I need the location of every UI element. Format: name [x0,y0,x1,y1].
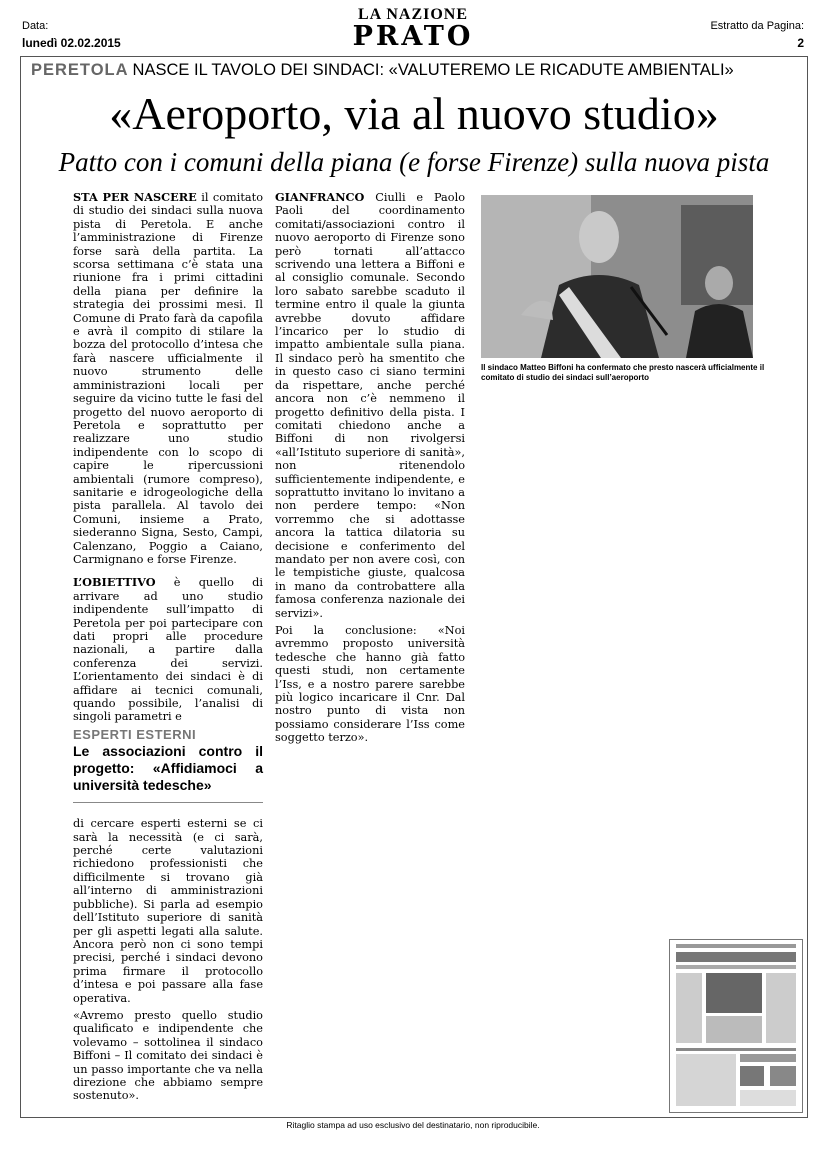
paragraph [73,576,263,723]
paragraph-text: di cercare esperti esterni se ci sarà la necessità (e ci sarà, perché certe valutazioni richiedono professionisti che difficilmente si trovano già all’interno di amministrazioni pubbliche). Si parla ad esempio dell’Istituto superiore di sanità per gli aspetti legati alla salute. Ancora però non ci sono tempi precisi, perché i sindaci devono prima firmare il protocollo d’intesa e poi passare alla fase operativa. [73,817,263,1005]
paragraph [275,191,465,620]
article-photo [481,195,753,358]
headline: «Aeroporto, via al nuovo studio» [109,88,719,139]
kicker-keyword: PERETOLA [31,61,129,79]
paragraph-text: Poi la conclusione: «Noi avremmo proposto università tedesche che hanno già fatto questi studi, non certamente l’Iss, e a nostro parere sarebbe più logico incaricare il Cnr. Dal nostro punto di vista non possiamo considerare l’Iss come soggetto terzo». [275,624,465,745]
kicker-text: NASCE IL TAVOLO DEI SINDACI: «VALUTEREMO LE RICADUTE AMBIENTALI» [132,61,734,79]
footer-notice: Ritaglio stampa ad uso esclusivo del destinatario, non riproducibile. [286,1120,540,1130]
paragraph-text: il comitato di studio dei sindaci sulla nuova pista di Peretola. E anche l’amministrazione di Firenze forse sarà della partita. La scorsa settimana c’è stata una riunione fra i primi cittadini della piana per definire la strategia dei prossimi mesi. Il Comune di Prato farà da capofila e avrà il compito di stilare la bozza del protocollo d’intesa che farà nascere ufficialmente il nuovo strumento delle amministrazioni locali per seguire da vicino tutte le fasi del progetto del nuovo aeroporto di Peretola e soprattutto per realizzare uno studio indipendente con lo scopo di capire le ripercussioni ambientali (rumore compreso), sanitarie e idrogeologiche della pista parallela. Al tavolo dei Comuni, insieme a Prato, siederanno Signa, Sesto, Campi, Calenzano, Poggio a Caiano, Carmignano e forse Firenze. [73,191,263,566]
column-1 [73,191,263,1107]
paragraph [73,191,263,566]
sidebar-title: Le associazioni contro il progetto: «Affidiamoci a università tedesche» [73,743,263,803]
date-label: Data: [22,20,49,32]
lead-in: L’OBIETTIVO [73,575,156,590]
header-right [710,20,804,50]
paragraph-text: «Avremo presto quello studio qualificato e indipendente che volevamo – sottolinea il sindaco Biffoni – Il comitato dei sindaci è un passo importante che va nella direzione che abbiamo sempre sostenuto». [73,1008,263,1103]
sidebar-tag: ESPERTI ESTERNI [73,726,197,742]
paper-name: LA NAZIONE [357,6,469,23]
lead-in: GIANFRANCO [275,190,365,204]
thumbnail-illustration [670,940,802,1112]
photo-caption: Il sindaco Matteo Biffoni ha confermato che presto nascerà ufficialmente il comitato di studio dei sindaci sull’aeroporto [481,363,765,382]
lead-in: STA PER NASCERE [73,190,197,204]
date-value: lunedì 02.02.2015 [22,36,121,50]
masthead [0,6,826,50]
column-2 [275,191,465,749]
paragraph-text: è quello di arrivare ad uno studio indipendente sull’impatto di Peretola per poi partecipare con dati propri alle procedure nazionali, a partire dalla conferenza dei servizi. L’orientamento dei sindaci è di affidare ai tecnici comunali, quando possibile, l’analisi di singoli parametri e [73,576,263,724]
paragraph [275,624,465,745]
kicker [31,61,801,80]
paragraph-text: Ciulli e Paolo Paoli del coordinamento comitati/associazioni contro il nuovo aeroporto di Firenze sono però tornati all’attacco scrivendo una lettera a Biffoni e al consiglio comunale. Secondo loro sabato sarebbe scaduto il termine entro il quale la giunta avrebbe dovuto affidare l’incarico per lo studio di impatto ambientale sulla piana. Il sindaco però ha smentito che in questo caso ci siano termini da rispettare, anche perché ancora non c’è nemmeno il progetto definitivo della pista. I comitati chiedono anche a Biffoni di non rivolgersi «all’Istituto superiore di sanità», non ritenendolo sufficientemente indipendente, e soprattutto invitano lo invitano a non perdere tempo: «Non vorremmo che si adottasse ancora la tattica dilatoria su decisione e conferimento del mandato per non avere così, con le tempistiche giuste, qualcosa in mano da controbattere alla famosa conferenza nazionale dei servizi». [275,191,465,620]
page-label: Estratto da Pagina: [710,20,804,32]
paragraph [73,1009,263,1103]
photo-illustration [481,195,753,358]
page-thumbnail [669,939,803,1113]
page-number: 2 [797,36,804,50]
subheadline: Patto con i comuni della piana (e forse Firenze) sulla nuova pista [58,147,770,177]
edition-name: PRATO [352,21,474,52]
paragraph [73,817,263,1005]
article-frame [20,56,808,1118]
